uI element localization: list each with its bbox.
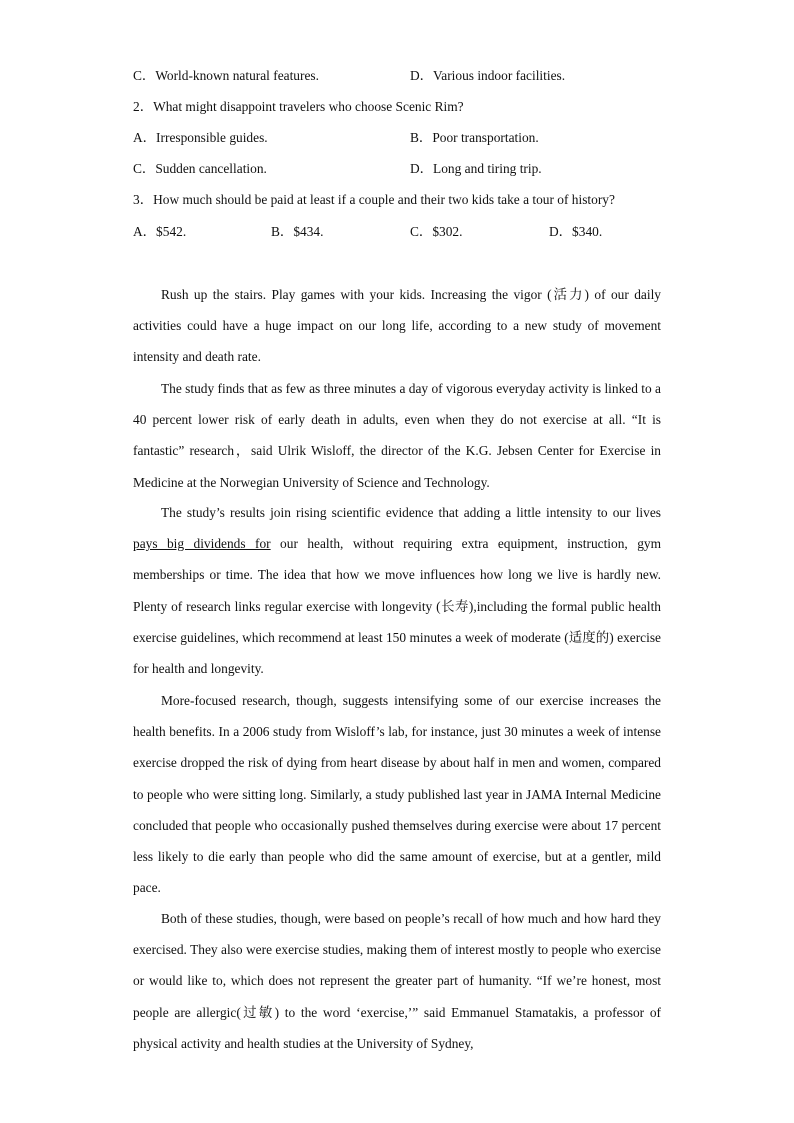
passage-paragraph-2: The study finds that as few as three minutes a day of vigorous everyday activity is linked to a 40 percent lower risk of early death in adults, even when they do not exercise at all. “It is fantastic” research，said Ulrik Wisloff, the director of the K.G. Jebsen Center for Exercise in Medicine at the Norwegian University of Science and Technology.	[133, 381, 661, 490]
passage-paragraph-4: More-focused research, though, suggests intensifying some of our exercise increases the health benefits. In a 2006 study from Wisloff’s lab, for instance, just 30 minutes a week of intense exercise dropped the risk of dying from heart disease by about half in men and women, compared to people who were sitting long. Similarly, a study published last year in JAMA Internal Medicine concluded that people who occasionally pushed themselves during exercise were about 17 percent less likely to die early than people who did the same amount of exercise, but at a gentler, mild pace.	[133, 693, 661, 896]
q3-option-c: C．$302.	[410, 224, 463, 239]
paragraph-3-text-start: The study’s results join rising scientific evidence that adding a little intensity to our lives	[161, 505, 661, 520]
q2-option-d: D．Long and tiring trip.	[410, 161, 542, 176]
passage-paragraph-1: Rush up the stairs. Play games with your kids. Increasing the vigor (活力) of our daily activities could have a huge impact on our long life, according to a new study of movement intensity and death rate.	[133, 287, 661, 365]
q3-option-b: B．$434.	[271, 224, 324, 239]
passage-paragraph-3	[133, 497, 661, 684]
q3-option-a: A．$542.	[133, 224, 187, 239]
q2-stem: 2．What might disappoint travelers who choose Scenic Rim?	[133, 99, 464, 114]
q1-option-d: D．Various indoor facilities.	[410, 68, 566, 83]
underlined-phrase: pays big dividends for	[133, 536, 271, 552]
q2-option-b: B．Poor transportation.	[410, 130, 539, 145]
q3-option-d: D．$340.	[549, 224, 603, 239]
q2-option-c: C．Sudden cancellation.	[133, 161, 267, 176]
q3-stem: 3．How much should be paid at least if a couple and their two kids take a tour of history?	[133, 192, 615, 207]
q2-option-a: A．Irresponsible guides.	[133, 130, 268, 145]
q1-option-c: C．World-known natural features.	[133, 68, 319, 83]
passage-paragraph-5: Both of these studies, though, were based on people’s recall of how much and how hard they exercised. They also were exercise studies, making them of interest mostly to people who exercise or would like to, which does not represent the greater part of humanity. “If we’re honest, most people are allergic(过敏) to the word ‘exercise,’” said Emmanuel Stamatakis, a professor of physical activity and health studies at the University of Sydney,	[133, 911, 661, 1051]
paragraph-3-text-end: our health, without requiring extra equipment, instruction, gym memberships or time. The idea that how we move influences how long we live is hardly new. Plenty of research links regular exercise with longevity (长寿),including the formal public health exercise guidelines, which recommend at least 150 minutes a week of moderate (适度的) exercise for health and longevity.	[133, 536, 662, 677]
